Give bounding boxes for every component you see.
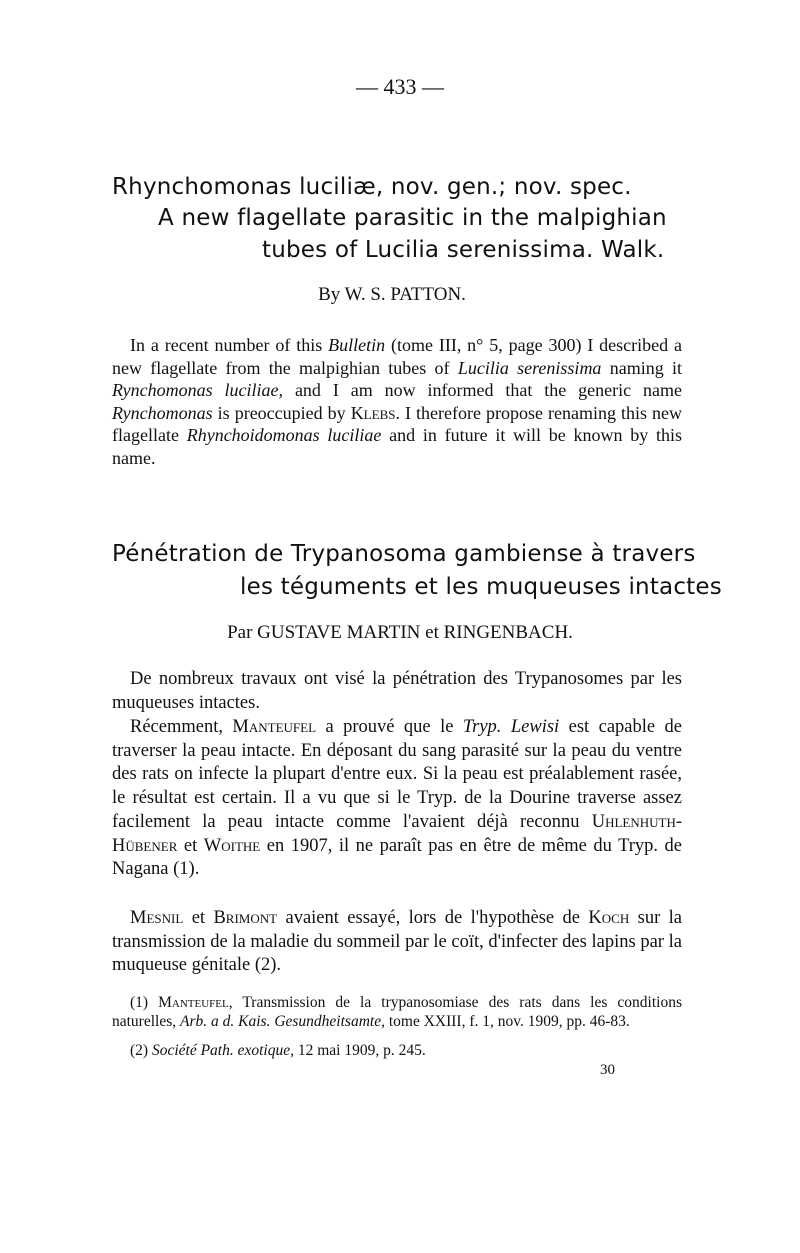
article1-title-line2: A new flagellate parasitic in the malpighian — [158, 205, 667, 231]
article2-paragraph2: Récemment, Manteufel a prouvé que le Tryp. Lewisi est capable de traverser la peau intacte. En déposant du sang parasité sur la peau du ventre des rats on infecte la plupart d'entre eux. Si la peau est préalablement rasée, le résultat est certain. Il a vu que si le Tryp. de la Dourine traverse assez facilement la peau intacte comme l'avaient déjà reconnu Uhlenhuth-Hübener et Woithe en 1907, il ne paraît pas en être de même du Tryp. de Nagana (1). — [112, 717, 683, 880]
article2-byline: Par GUSTAVE MARTIN et RINGENBACH. — [227, 622, 573, 643]
article2-paragraph3: Mesnil et Brimont avaient essayé, lors de l'hypothèse de Koch sur la transmission de la maladie du sommeil par le coït, d'infecter des lapins par la muqueuse génitale (2). — [112, 908, 682, 976]
article1-title-line3: tubes of Lucilia serenissima. Walk. — [262, 237, 665, 263]
article1-title-line1: Rhynchomonas luciliæ, nov. gen.; nov. spec. — [112, 174, 632, 200]
article2-paragraph1: De nombreux travaux ont visé la pénétration des Trypanosomes par les muqueuses intactes. — [112, 669, 682, 713]
article2-title-line2: les téguments et les muqueuses intactes — [240, 574, 722, 600]
footnote-1: (1) Manteufel, Transmission de la trypanosomiase des rats dans les conditions naturelles, Arb. a d. Kais. Gesundheitsamte, tome XXIII, f. 1, nov. 1909, pp. 46-83. — [112, 994, 682, 1030]
signature-mark: 30 — [600, 1062, 615, 1078]
article2-title-line1: Pénétration de Trypanosoma gambiense à travers — [112, 541, 696, 567]
page-number: — 433 — — [356, 74, 444, 99]
article1-body: In a recent number of this Bulletin (tome III, n° 5, page 300) I described a new flagellate from the malpighian tubes of Lucilia serenissima naming it Rynchomonas luciliae, and I am now informed that the generic name Rynchomonas is preoccupied by Klebs. I therefore propose renaming this new flagellate Rhynchoidomonas luciliae and in future it will be known by this name. — [112, 335, 682, 468]
footnote-2: (2) Société Path. exotique, 12 mai 1909, p. 245. — [130, 1042, 426, 1059]
article1-byline: By W. S. PATTON. — [318, 284, 466, 305]
